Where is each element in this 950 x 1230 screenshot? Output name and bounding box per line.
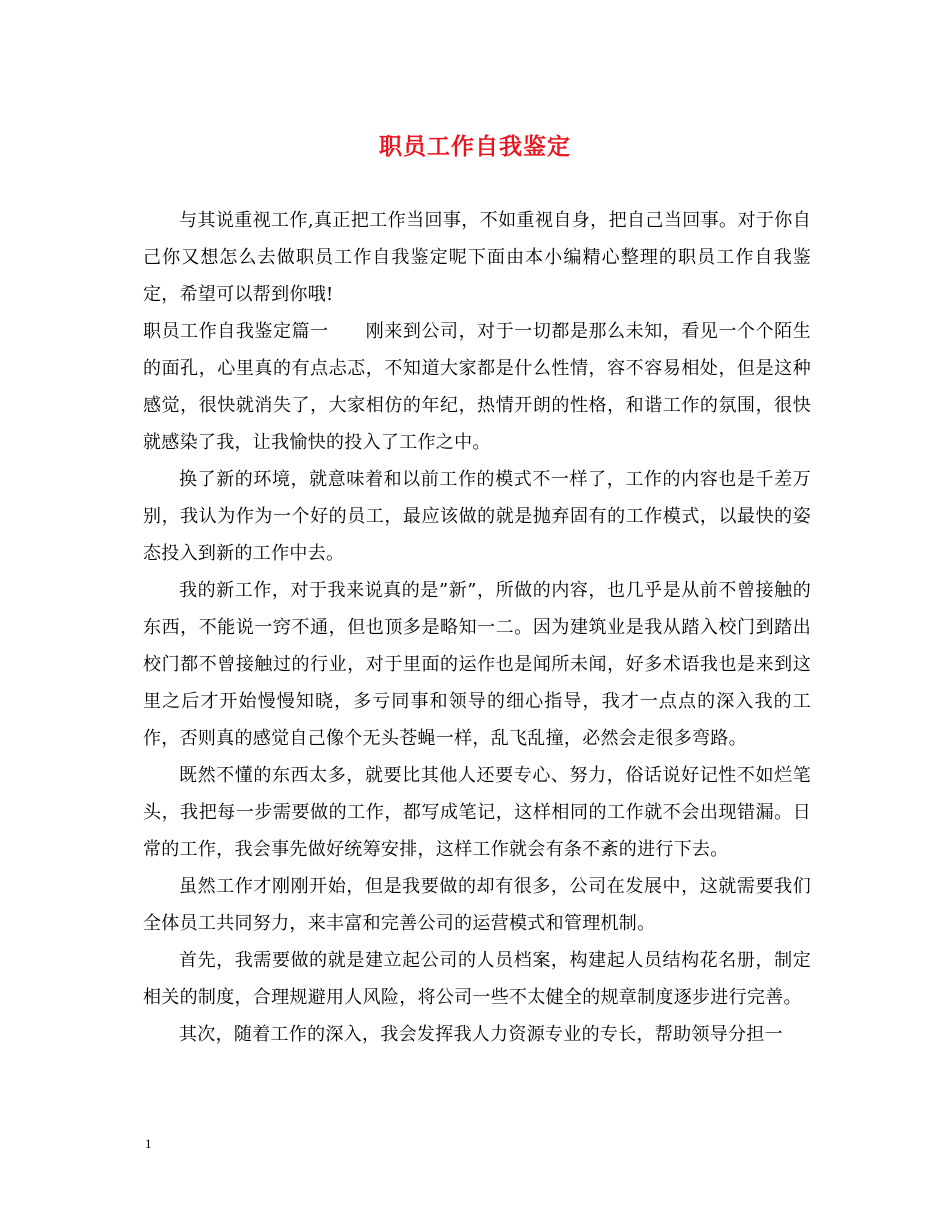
paragraph-new-environment: 换了新的环境，就意味着和以前工作的模式不一样了，工作的内容也是千差万别，我认为作为一个好的员工，最应该做的就是抛弃固有的工作模式，以最快的姿态投入到新的工作中去。: [143, 469, 811, 564]
paragraph-new-work: 我的新工作，对于我来说真的是”新”，所做的内容，也几乎是从前不曾接触的东西，不能说一窍不通，但也顶多是略知一二。因为建筑业是我从踏入校门到踏出校门都不曾接触过的行业，对于里面的运作也是闻所未闻，好多术语我也是来到这里之后才开始慢慢知晓，多亏同事和领导的细心指导，我才一点点的深入我的工作，否则真的感觉自己像个无头苍蝇一样，乱飞乱撞，必然会走很多弯路。: [143, 580, 811, 749]
paragraph-second: 其次，随着工作的深入，我会发挥我人力资源专业的专长，帮助领导分担一: [179, 1024, 783, 1045]
paragraph-section-one: 职员工作自我鉴定篇一 刚来到公司，对于一切都是那么未知，看见一个个陌生的面孔，心里真的有点忐忑，不知道大家都是什么性情，容不容易相处，但是这种感觉，很快就消失了，大家相仿的年纪，热情开朗的性格，和谐工作的氛围，很快就感染了我，让我愉快的投入了工作之中。: [143, 321, 811, 453]
document-title: 职员工作自我鉴定: [379, 133, 571, 160]
page-number: 1: [145, 1136, 152, 1151]
paragraph-intro: 与其说重视工作,真正把工作当回事，不如重视自身，把自己当回事。对于你自己你又想怎么去做职员工作自我鉴定呢下面由本小编精心整理的职员工作自我鉴定，希望可以帮到你哦!: [143, 210, 811, 305]
paragraph-notes: 既然不懂的东西太多，就要比其他人还要专心、努力，俗话说好记性不如烂笔头，我把每一步需要做的工作，都写成笔记，这样相同的工作就不会出现错漏。日常的工作，我会事先做好统筹安排，这样工作就会有条不紊的进行下去。: [143, 765, 811, 860]
document-body: [143, 202, 811, 1053]
paragraph-first: 首先，我需要做的就是建立起公司的人员档案，构建起人员结构花名册，制定相关的制度，合理规避用人风险，将公司一些不太健全的规章制度逐步进行完善。: [143, 950, 811, 1008]
paragraph-effort: 虽然工作才刚刚开始，但是我要做的却有很多，公司在发展中，这就需要我们全体员工共同努力，来丰富和完善公司的运营模式和管理机制。: [143, 876, 811, 934]
